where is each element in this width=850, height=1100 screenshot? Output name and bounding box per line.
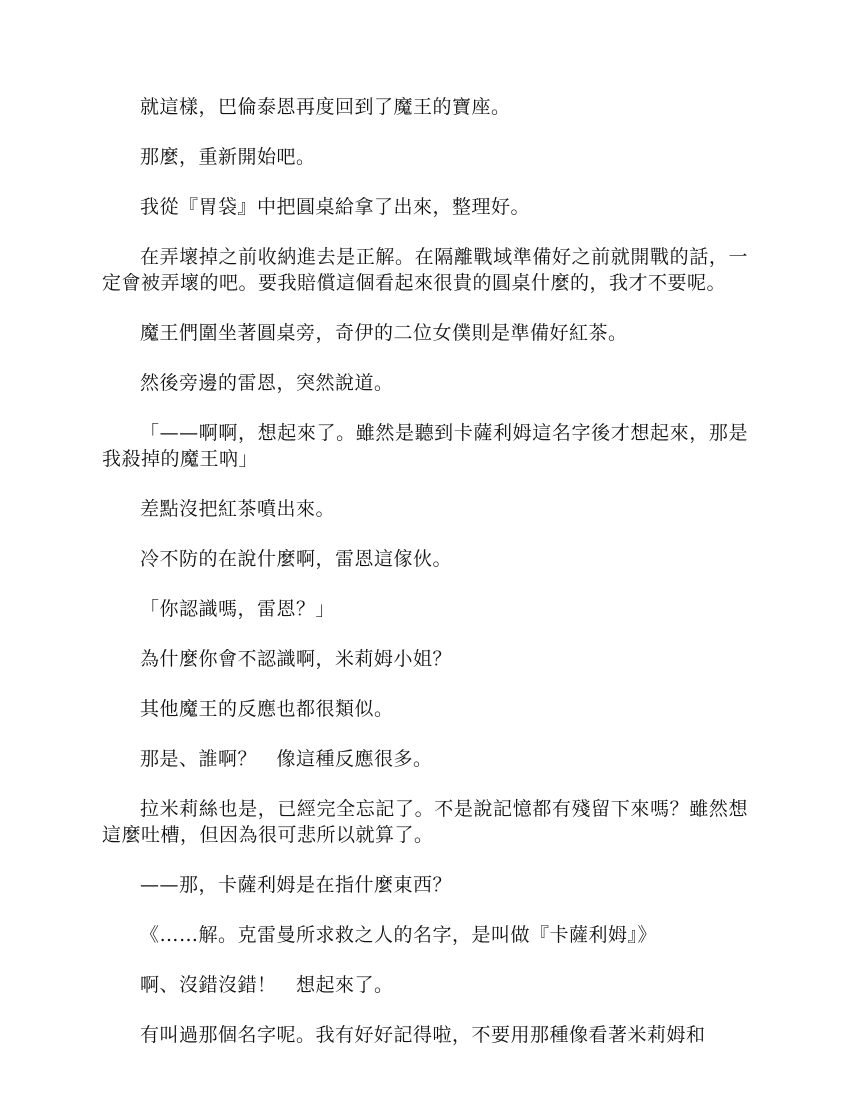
paragraph: ——那，卡薩利姆是在指什麼東西？ [140,874,453,896]
paragraph: 為什麼你會不認識啊，米莉姆小姐？ [140,648,453,670]
quote-paragraph: 《……解。克雷曼所求救之人的名字，是叫做『卡薩利姆』》 [140,924,658,946]
paragraph: 拉米莉絲也是，已經完全忘記了。不是說記憶都有殘留下來嗎？雖然想這麼吐槽，但因為很可悲所以就算了。 [102,798,748,846]
paragraph: 有叫過那個名字呢。我有好好記得啦，不要用那種像看著米莉姆和 [140,1024,706,1046]
paragraph: 那麼，重新開始吧。 [140,146,316,168]
paragraph: 其他魔王的反應也都很類似。 [140,698,394,720]
dialogue-paragraph: 「你認識嗎，雷恩？」 [140,598,336,620]
paragraph: 然後旁邊的雷恩，突然說道。 [140,372,394,394]
dialogue-paragraph: 「——啊啊，想起來了。雖然是聽到卡薩利姆這名字後才想起來，那是我殺掉的魔王吶」 [102,422,748,470]
paragraph: 差點沒把紅茶噴出來。 [140,498,336,520]
paragraph: 冷不防的在說什麼啊，雷恩這傢伙。 [140,548,453,570]
body-text [102,94,748,1072]
paragraph: 我從『胃袋』中把圓桌給拿了出來，整理好。 [140,196,531,218]
paragraph: 在弄壞掉之前收納進去是正解。在隔離戰域準備好之前就開戰的話，一定會被弄壞的吧。要我賠償這個看起來很貴的圓桌什麼的，我才不要呢。 [102,246,748,294]
paragraph: 就這樣，巴倫泰恩再度回到了魔王的寶座。 [140,96,511,118]
paragraph: 魔王們圍坐著圓桌旁，奇伊的二位女僕則是準備好紅茶。 [140,322,628,344]
paragraph: 那是、誰啊？ 像這種反應很多。 [140,748,433,770]
paragraph: 啊、沒錯沒錯！ 想起來了。 [140,974,394,996]
